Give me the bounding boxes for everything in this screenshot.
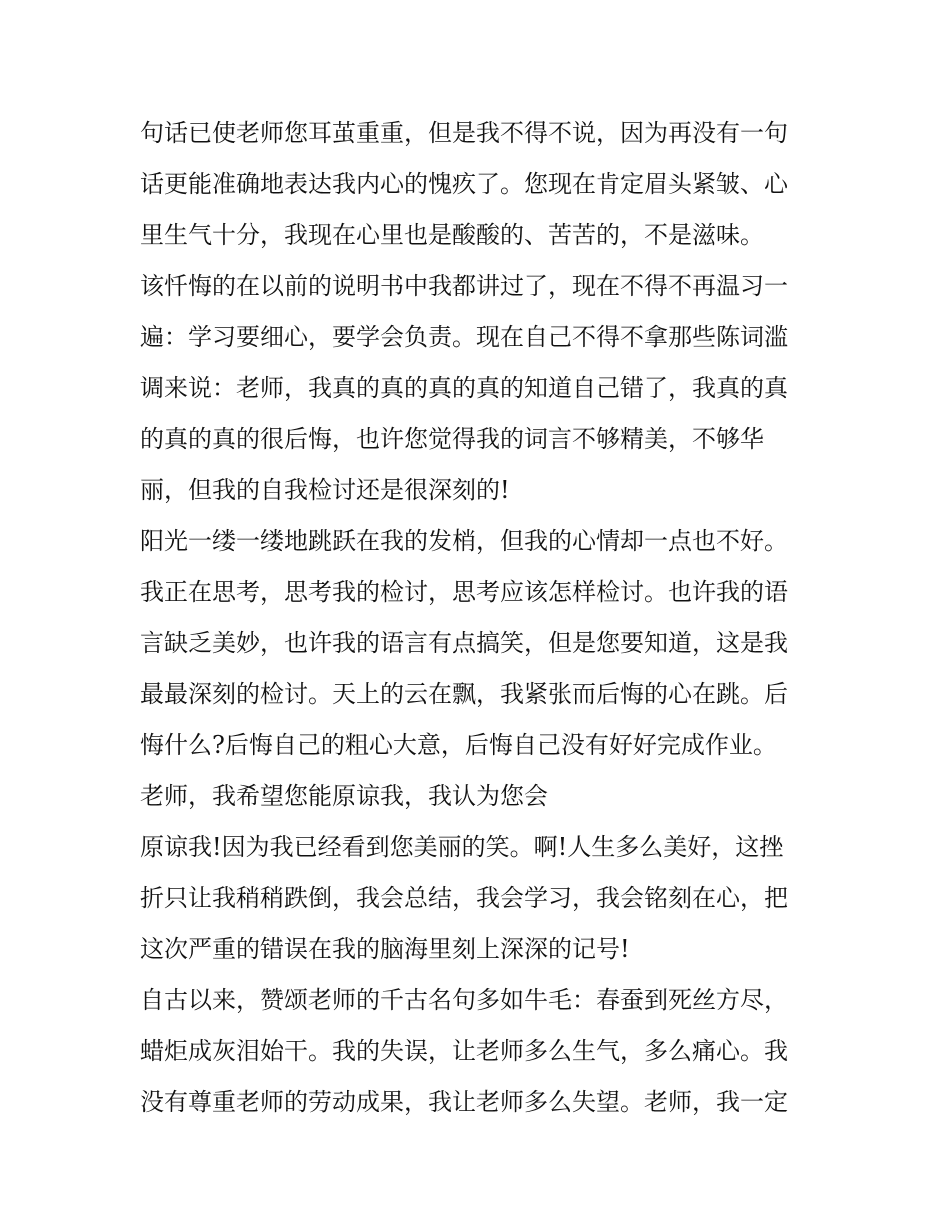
document-body — [140, 108, 820, 1128]
text-line: 调来说：老师，我真的真的真的真的知道自己错了，我真的真 — [140, 374, 788, 402]
text-line: 蜡炬成灰泪始干。我的失误，让老师多么生气，多么痛心。我 — [140, 1037, 788, 1065]
text-line: 阳光一缕一缕地跳跃在我的发梢，但我的心情却一点也不好。 — [140, 527, 788, 555]
text-line: 这次严重的错误在我的脑海里刻上深深的记号! — [140, 935, 630, 963]
text-line: 悔什么?后悔自己的粗心大意，后悔自己没有好好完成作业。 — [140, 731, 777, 759]
text-line: 的真的真的很后悔，也许您觉得我的词言不够精美，不够华 — [140, 425, 764, 453]
text-line: 老师，我希望您能原谅我，我认为您会 — [140, 782, 548, 810]
text-line: 原谅我!因为我已经看到您美丽的笑。啊!人生多么美好，这挫 — [140, 833, 784, 861]
text-line: 自古以来，赞颂老师的千古名句多如牛毛：春蚕到死丝方尽， — [140, 986, 788, 1014]
text-line: 没有尊重老师的劳动成果，我让老师多么失望。老师，我一定 — [140, 1088, 788, 1116]
text-line: 句话已使老师您耳茧重重，但是我不得不说，因为再没有一句 — [140, 119, 788, 147]
text-line: 我正在思考，思考我的检讨，思考应该怎样检讨。也许我的语 — [140, 578, 788, 606]
text-line: 最最深刻的检讨。天上的云在飘，我紧张而后悔的心在跳。后 — [140, 680, 788, 708]
text-line: 该忏悔的在以前的说明书中我都讲过了，现在不得不再温习一 — [140, 272, 788, 300]
text-line: 里生气十分，我现在心里也是酸酸的、苦苦的，不是滋味。 — [140, 221, 764, 249]
text-line: 丽，但我的自我检讨还是很深刻的! — [140, 476, 510, 504]
text-line: 话更能准确地表达我内心的愧疚了。您现在肯定眉头紧皱、心 — [140, 170, 788, 198]
text-line: 遍：学习要细心，要学会负责。现在自己不得不拿那些陈词滥 — [140, 323, 788, 351]
text-line: 折只让我稍稍跌倒，我会总结，我会学习，我会铭刻在心，把 — [140, 884, 788, 912]
text-line: 言缺乏美妙，也许我的语言有点搞笑，但是您要知道，这是我 — [140, 629, 788, 657]
